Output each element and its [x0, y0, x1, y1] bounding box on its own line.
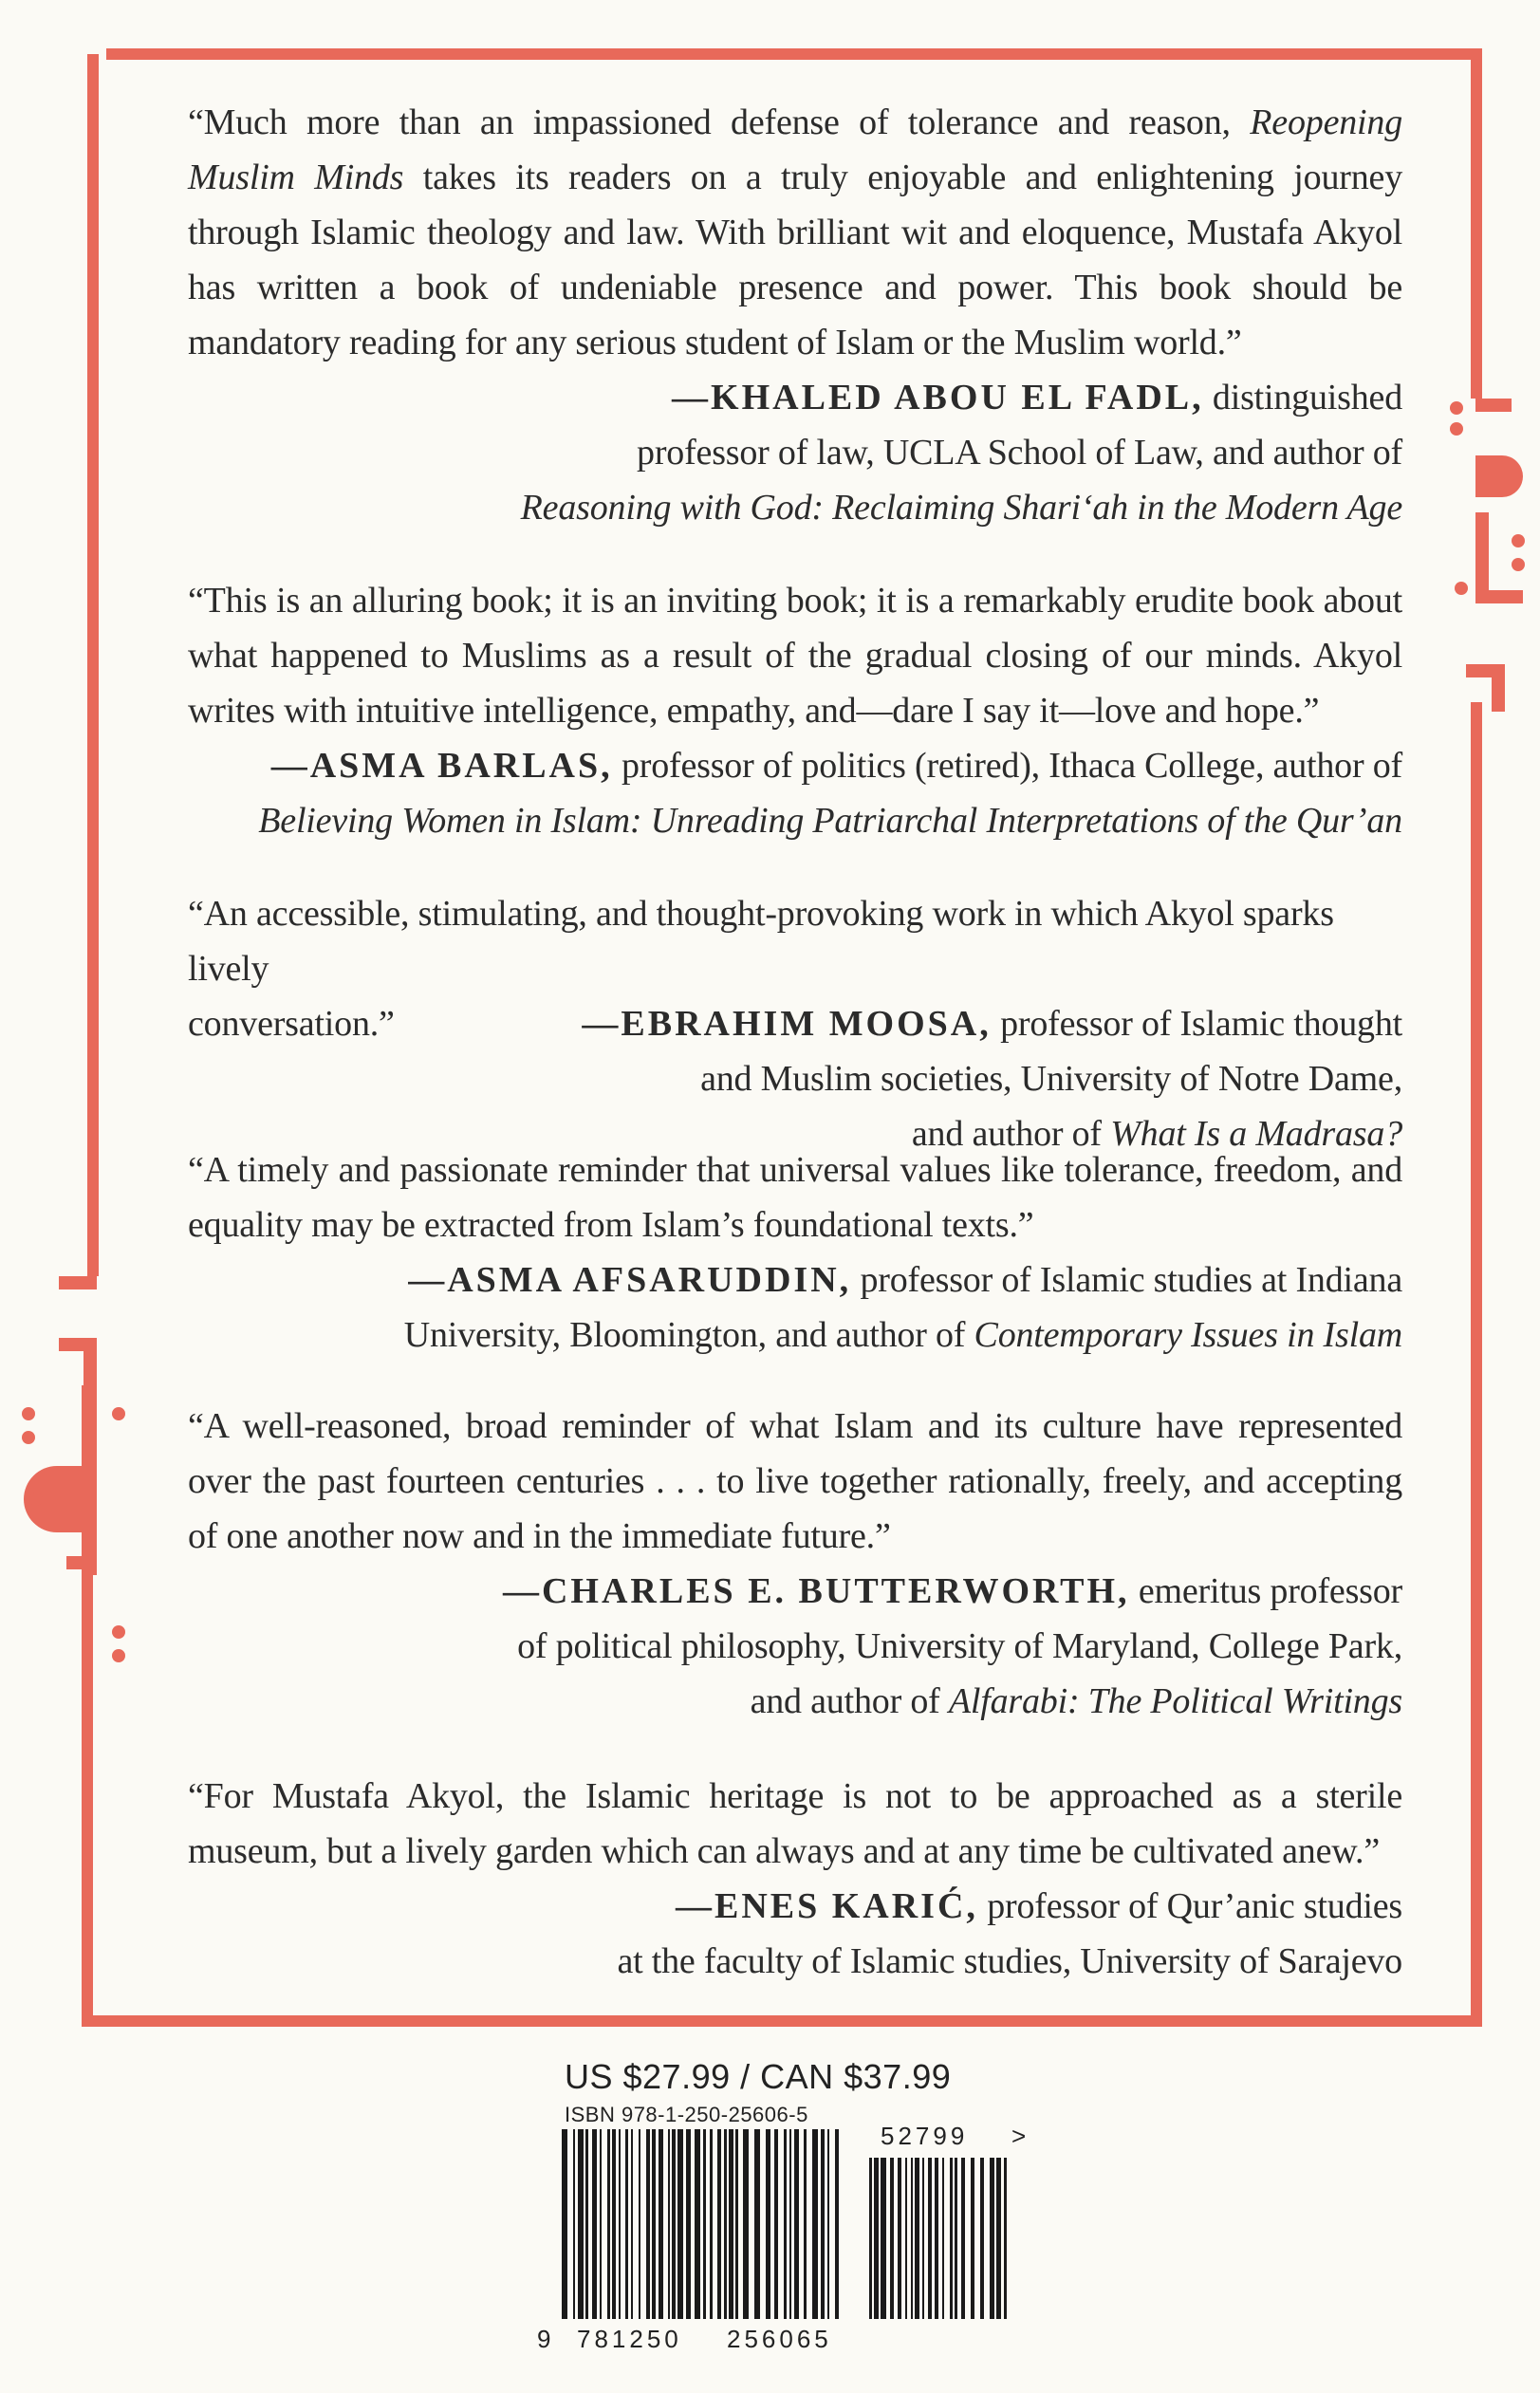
barcode-bar — [794, 2129, 799, 2319]
author-name: —ASMA BARLAS, — [270, 746, 613, 786]
barcode-bar — [905, 2158, 907, 2319]
blurb-attribution — [188, 1879, 1402, 1989]
barcode-bars — [562, 2129, 839, 2319]
barcode-bar — [717, 2129, 721, 2319]
blurb-quote: “For Mustafa Akyol, the Islamic heritage is not to be approached as a sterile museum, but a lively garden which can always and at any time be cultivated anew.” — [188, 1776, 1402, 1871]
author-role: and author of — [750, 1681, 949, 1721]
barcode-bar — [961, 2158, 965, 2319]
author-role: professor of politics (retired), Ithaca College, author of — [612, 746, 1402, 786]
blurb-attribution — [188, 370, 1402, 535]
blurb-attribution — [188, 1252, 1402, 1363]
arabic-ornament-left — [22, 1276, 125, 1662]
barcode-bar — [729, 2129, 733, 2319]
price-block — [565, 2057, 1058, 2127]
barcode-bar — [774, 2129, 778, 2319]
barcode-bar — [619, 2129, 621, 2319]
barcode-bar — [971, 2158, 974, 2319]
barcode-bar — [578, 2129, 584, 2319]
author-name: —EBRAHIM MOOSA, — [582, 1004, 992, 1044]
barcode-bar — [677, 2129, 683, 2319]
author-role: and Muslim societies, University of Notre Dame, — [700, 1059, 1402, 1099]
author-role: professor of law, UCLA School of Law, and author of — [637, 433, 1402, 473]
barcode-bar — [592, 2129, 597, 2319]
blurb-enes-karic — [188, 1769, 1402, 1989]
barcode-bar — [625, 2129, 628, 2319]
author-role: and author of — [911, 1114, 1111, 1154]
barcode-bar — [928, 2158, 932, 2319]
barcode-bar — [695, 2129, 700, 2319]
barcode-bar — [821, 2129, 825, 2319]
barcode-bar — [562, 2129, 567, 2319]
barcode-bar — [573, 2129, 575, 2319]
barcode-bar — [935, 2158, 938, 2319]
barcode-bar — [710, 2129, 713, 2319]
barcode-bar — [607, 2129, 610, 2319]
author-book: Believing Women in Islam: Unreading Patriarchal Interpretations of the Qur’an — [258, 801, 1402, 841]
barcode-bar — [942, 2158, 944, 2319]
quote-text: “An accessible, stimulating, and thought-provoking work in which Akyol sparks lively — [188, 894, 1334, 989]
barcode-bar — [646, 2129, 650, 2319]
quote-text: conversation.” — [188, 1004, 395, 1044]
barcode-bar — [890, 2158, 894, 2319]
author-book: Alfarabi: The Political Writings — [948, 1681, 1402, 1721]
barcode-bar — [922, 2158, 924, 2319]
author-name: —ENES KARIĆ, — [675, 1886, 978, 1926]
author-role: at the faculty of Islamic studies, University of Sarajevo — [617, 1941, 1402, 1981]
barcode-bar — [668, 2129, 670, 2319]
barcode-bar — [766, 2129, 770, 2319]
barcode-bar — [631, 2129, 633, 2319]
barcode-bar — [911, 2158, 913, 2319]
author-role: of political philosophy, University of Maryland, College Park, — [517, 1626, 1402, 1666]
barcode-bar — [804, 2129, 807, 2319]
barcode-bar — [827, 2129, 829, 2319]
barcode-bar — [686, 2129, 691, 2319]
barcode-bar — [996, 2158, 1001, 2319]
blurb-khaled-abou-el-fadl — [188, 95, 1402, 535]
blurb-charles-butterworth — [188, 1399, 1402, 1729]
author-name: —ASMA AFSARUDDIN, — [408, 1260, 852, 1300]
barcode-bar — [789, 2129, 791, 2319]
barcode-bar — [743, 2129, 749, 2319]
barcode-bar — [612, 2129, 616, 2319]
barcode-bar — [955, 2158, 957, 2319]
barcode-bar — [881, 2158, 886, 2319]
blurb-attribution — [188, 738, 1402, 848]
blurb-quote: “A well-reasoned, broad reminder of what Islam and its culture have represented over the past fourteen centuries . . . to live together rationally, freely, and accepting of one another now and in the immediate future.” — [188, 1406, 1402, 1556]
barcode-bar — [915, 2158, 919, 2319]
blurb-quote: “A timely and passionate reminder that universal values like tolerance, freedom, and equality may be extracted from Islam’s foundational texts.” — [188, 1150, 1402, 1245]
barcode-bar — [754, 2129, 760, 2319]
barcode-bar — [874, 2158, 879, 2319]
isbn-text: ISBN 978-1-250-25606-5 — [565, 2103, 808, 2126]
author-role: professor of Islamic studies at Indiana — [851, 1260, 1402, 1300]
blurb-quote: “This is an alluring book; it is an inviting book; it is a remarkably erudite book about what happened to Muslims as a result of the gradual closing of our minds. Akyol writes with intuitive intelligence, empathy, and—dare I say it—love and hope.” — [188, 581, 1402, 731]
barcode-bar — [703, 2129, 706, 2319]
blurb-attribution — [188, 1564, 1402, 1729]
arabic-ornament-right — [1450, 399, 1525, 712]
blurb-asma-barlas — [188, 573, 1402, 848]
author-role: professor of Islamic thought — [991, 1004, 1402, 1044]
author-role: University, Bloomington, and author of — [403, 1315, 974, 1355]
barcode-bar — [1004, 2158, 1007, 2319]
barcode-addon-digits: 52799 — [881, 2122, 969, 2150]
quote-text: takes its readers on a truly enjoyable and enlightening journey through Islamic theology and law. With brilliant wit and eloquence, Mustafa Akyol has written a book of undeniable presence and power. This book should be mandatory reading for any serious student of Islam or the Muslim world.” — [188, 158, 1402, 362]
barcode-bar — [659, 2129, 663, 2319]
blurb-ebrahim-moosa — [188, 886, 1402, 1161]
quote-text: “Much more than an impassioned defense of tolerance and reason, — [188, 102, 1251, 142]
barcode-bar — [812, 2129, 818, 2319]
price-text: US $27.99 / CAN $37.99 — [565, 2057, 952, 2096]
barcode-right-digits: 256065 — [727, 2325, 832, 2353]
barcode-lead-digit: 9 — [537, 2325, 555, 2353]
author-name: —CHARLES E. BUTTERWORTH, — [502, 1571, 1130, 1611]
barcode-bar — [898, 2158, 901, 2319]
barcode-bar — [735, 2129, 738, 2319]
author-book: Reasoning with God: Reclaiming Shari‘ah in the Modern Age — [520, 488, 1402, 528]
author-book: What Is a Madrasa? — [1110, 1114, 1402, 1154]
barcode-bar — [990, 2158, 994, 2319]
barcode-addon-bars — [869, 2158, 1007, 2319]
author-role: emeritus professor — [1129, 1571, 1402, 1611]
barcode-bar — [950, 2158, 953, 2319]
barcode-left-digits: 781250 — [577, 2325, 682, 2353]
barcode-bar — [835, 2129, 839, 2319]
barcode-bar — [672, 2129, 676, 2319]
blurb-quote — [188, 886, 1402, 1051]
blurb-asma-afsaruddin — [188, 1142, 1402, 1363]
barcode-bar — [600, 2129, 602, 2319]
barcode-bar — [724, 2129, 727, 2319]
author-role: professor of Qur’anic studies — [977, 1886, 1402, 1926]
barcode-bar — [784, 2129, 787, 2319]
author-name: —KHALED ABOU EL FADL, — [672, 378, 1204, 417]
author-role: distinguished — [1203, 378, 1402, 417]
author-book: Contemporary Issues in Islam — [974, 1315, 1402, 1355]
blurb-quote — [188, 95, 1402, 370]
barcode-addon-mark: > — [1011, 2122, 1030, 2150]
barcode-bar — [652, 2129, 656, 2319]
barcode-bar — [869, 2158, 872, 2319]
barcode-bar — [639, 2129, 640, 2319]
barcode-bar — [585, 2129, 588, 2319]
barcode-bar — [980, 2158, 984, 2319]
quote-book-title: Reopening Muslim Minds — [188, 102, 1402, 197]
